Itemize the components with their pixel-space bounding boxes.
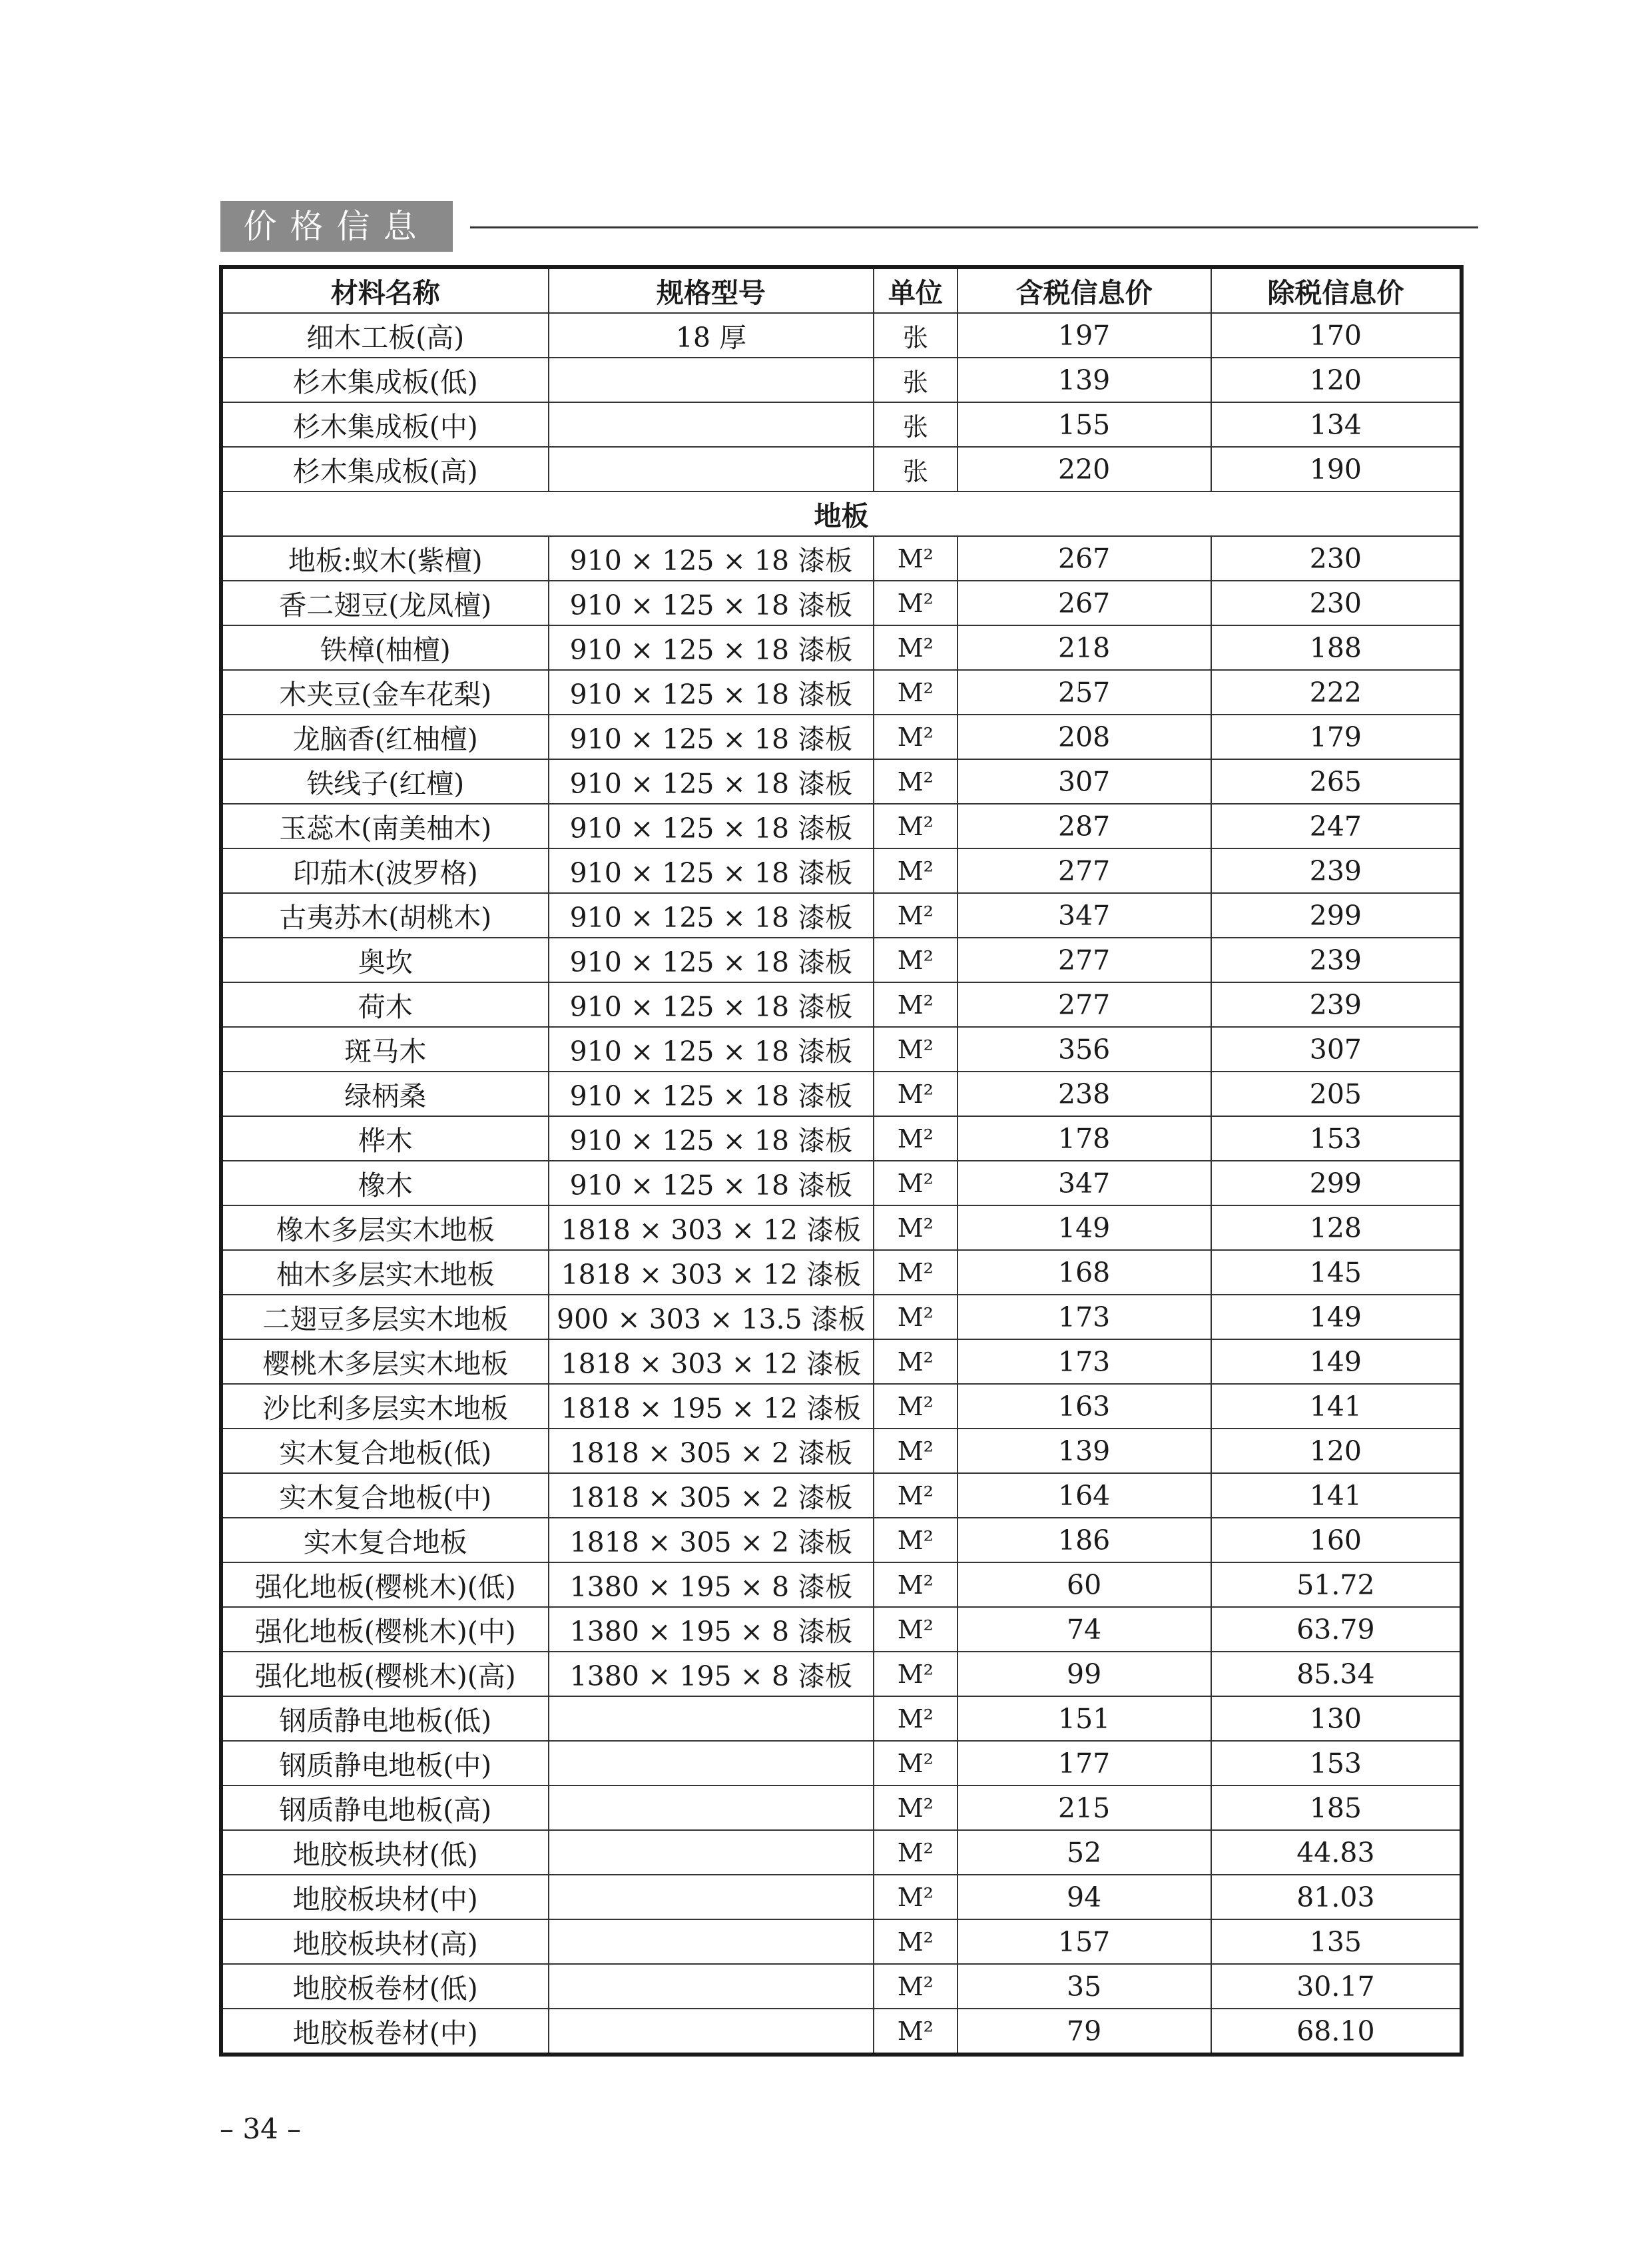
cell-price-notax: 205 [1211, 1072, 1462, 1116]
cell-price-notax: 63.79 [1211, 1607, 1462, 1652]
cell-price-tax: 157 [958, 1919, 1211, 1964]
cell-unit: M² [874, 1964, 957, 2009]
cell-price-tax: 139 [958, 358, 1211, 402]
cell-spec [549, 402, 874, 447]
cell-unit: M² [874, 715, 957, 759]
section-label: 地板 [221, 491, 1462, 536]
cell-price-notax: 130 [1211, 1696, 1462, 1741]
cell-price-tax: 94 [958, 1875, 1211, 1919]
cell-unit: M² [874, 1116, 957, 1161]
table-row [221, 1785, 1462, 1830]
cell-name: 橡木 [221, 1161, 549, 1205]
cell-spec: 900 × 303 × 13.5 漆板 [549, 1295, 874, 1339]
cell-unit: M² [874, 1473, 957, 1518]
cell-name: 地胶板卷材(低) [221, 1964, 549, 2009]
cell-name: 钢质静电地板(高) [221, 1785, 549, 1830]
cell-price-notax: 190 [1211, 447, 1462, 491]
cell-price-notax: 160 [1211, 1518, 1462, 1562]
cell-unit: M² [874, 1339, 957, 1384]
cell-price-tax: 168 [958, 1250, 1211, 1295]
cell-price-tax: 287 [958, 804, 1211, 848]
price-table [219, 265, 1464, 2057]
table-row [221, 313, 1462, 358]
table-row [221, 1875, 1462, 1919]
cell-price-tax: 35 [958, 1964, 1211, 2009]
cell-price-notax: 153 [1211, 1741, 1462, 1785]
cell-price-tax: 277 [958, 982, 1211, 1027]
cell-price-notax: 188 [1211, 625, 1462, 670]
cell-price-notax: 222 [1211, 670, 1462, 715]
cell-price-tax: 347 [958, 893, 1211, 938]
table-row [221, 581, 1462, 625]
cell-name: 强化地板(樱桃木)(低) [221, 1562, 549, 1607]
cell-price-notax: 68.10 [1211, 2009, 1462, 2055]
cell-name: 地板:蚁木(紫檀) [221, 536, 549, 581]
cell-unit: M² [874, 1027, 957, 1072]
cell-name: 实木复合地板(中) [221, 1473, 549, 1518]
cell-price-notax: 247 [1211, 804, 1462, 848]
column-header-spec: 规格型号 [549, 267, 874, 313]
cell-name: 柚木多层实木地板 [221, 1250, 549, 1295]
cell-price-notax: 299 [1211, 893, 1462, 938]
table-row [221, 1473, 1462, 1518]
cell-unit: M² [874, 982, 957, 1027]
cell-spec: 910 × 125 × 18 漆板 [549, 581, 874, 625]
cell-price-notax: 120 [1211, 358, 1462, 402]
table-row [221, 1607, 1462, 1652]
cell-name: 龙脑香(红柚檀) [221, 715, 549, 759]
cell-price-tax: 155 [958, 402, 1211, 447]
cell-unit: M² [874, 1072, 957, 1116]
section-row [221, 491, 1462, 536]
cell-name: 玉蕊木(南美柚木) [221, 804, 549, 848]
table-row [221, 893, 1462, 938]
cell-spec: 910 × 125 × 18 漆板 [549, 1072, 874, 1116]
cell-unit: 张 [874, 358, 957, 402]
cell-spec [549, 1741, 874, 1785]
price-table-container [219, 265, 1464, 2057]
cell-price-tax: 99 [958, 1652, 1211, 1696]
cell-name: 绿柄桑 [221, 1072, 549, 1116]
cell-unit: M² [874, 1295, 957, 1339]
table-row [221, 447, 1462, 491]
cell-spec: 1818 × 305 × 2 漆板 [549, 1429, 874, 1473]
cell-name: 杉木集成板(低) [221, 358, 549, 402]
cell-price-notax: 30.17 [1211, 1964, 1462, 2009]
cell-price-notax: 230 [1211, 536, 1462, 581]
section-header [220, 201, 1478, 252]
table-row [221, 804, 1462, 848]
section-title: 价格信息 [220, 201, 453, 252]
cell-unit: M² [874, 1250, 957, 1295]
column-header-unit: 单位 [874, 267, 957, 313]
cell-price-tax: 178 [958, 1116, 1211, 1161]
cell-price-tax: 277 [958, 938, 1211, 982]
table-body-top [221, 313, 1462, 491]
cell-name: 二翅豆多层实木地板 [221, 1295, 549, 1339]
table-body-floor [221, 536, 1462, 2055]
cell-name: 钢质静电地板(中) [221, 1741, 549, 1785]
cell-price-notax: 51.72 [1211, 1562, 1462, 1607]
cell-spec: 1818 × 305 × 2 漆板 [549, 1473, 874, 1518]
table-row [221, 625, 1462, 670]
cell-price-tax: 267 [958, 581, 1211, 625]
cell-price-tax: 277 [958, 848, 1211, 893]
cell-price-tax: 177 [958, 1741, 1211, 1785]
cell-spec: 1380 × 195 × 8 漆板 [549, 1652, 874, 1696]
cell-price-tax: 238 [958, 1072, 1211, 1116]
table-row [221, 536, 1462, 581]
cell-spec: 910 × 125 × 18 漆板 [549, 982, 874, 1027]
table-row [221, 1250, 1462, 1295]
cell-price-notax: 134 [1211, 402, 1462, 447]
cell-name: 细木工板(高) [221, 313, 549, 358]
cell-price-tax: 164 [958, 1473, 1211, 1518]
cell-price-notax: 149 [1211, 1295, 1462, 1339]
cell-price-tax: 151 [958, 1696, 1211, 1741]
cell-unit: M² [874, 1830, 957, 1875]
cell-price-tax: 139 [958, 1429, 1211, 1473]
cell-price-notax: 85.34 [1211, 1652, 1462, 1696]
cell-spec: 910 × 125 × 18 漆板 [549, 536, 874, 581]
cell-price-notax: 170 [1211, 313, 1462, 358]
table-row [221, 982, 1462, 1027]
cell-name: 钢质静电地板(低) [221, 1696, 549, 1741]
cell-name: 地胶板卷材(中) [221, 2009, 549, 2055]
cell-spec: 1818 × 303 × 12 漆板 [549, 1339, 874, 1384]
cell-unit: 张 [874, 402, 957, 447]
cell-spec [549, 1785, 874, 1830]
cell-spec [549, 1919, 874, 1964]
cell-price-notax: 141 [1211, 1473, 1462, 1518]
cell-price-notax: 179 [1211, 715, 1462, 759]
cell-spec [549, 1875, 874, 1919]
cell-price-notax: 145 [1211, 1250, 1462, 1295]
cell-name: 地胶板块材(低) [221, 1830, 549, 1875]
cell-price-tax: 186 [958, 1518, 1211, 1562]
cell-spec: 18 厚 [549, 313, 874, 358]
cell-price-notax: 128 [1211, 1205, 1462, 1250]
cell-spec: 1818 × 305 × 2 漆板 [549, 1518, 874, 1562]
cell-price-notax: 307 [1211, 1027, 1462, 1072]
table-row [221, 1562, 1462, 1607]
table-row [221, 759, 1462, 804]
cell-name: 樱桃木多层实木地板 [221, 1339, 549, 1384]
cell-unit: M² [874, 2009, 957, 2055]
cell-unit: M² [874, 938, 957, 982]
table-row [221, 670, 1462, 715]
cell-name: 铁樟(柚檀) [221, 625, 549, 670]
cell-price-notax: 239 [1211, 938, 1462, 982]
cell-name: 木夹豆(金车花梨) [221, 670, 549, 715]
cell-unit: M² [874, 581, 957, 625]
cell-spec: 910 × 125 × 18 漆板 [549, 893, 874, 938]
cell-price-tax: 197 [958, 313, 1211, 358]
cell-name: 地胶板块材(高) [221, 1919, 549, 1964]
table-row [221, 1072, 1462, 1116]
cell-name: 强化地板(樱桃木)(高) [221, 1652, 549, 1696]
table-row [221, 848, 1462, 893]
cell-price-notax: 135 [1211, 1919, 1462, 1964]
cell-spec: 910 × 125 × 18 漆板 [549, 1116, 874, 1161]
table-row [221, 1027, 1462, 1072]
cell-unit: 张 [874, 447, 957, 491]
cell-spec: 910 × 125 × 18 漆板 [549, 670, 874, 715]
cell-spec: 1380 × 195 × 8 漆板 [549, 1562, 874, 1607]
cell-price-tax: 215 [958, 1785, 1211, 1830]
cell-spec: 1818 × 195 × 12 漆板 [549, 1384, 874, 1429]
cell-name: 奥坎 [221, 938, 549, 982]
table-row [221, 1830, 1462, 1875]
cell-unit: M² [874, 1562, 957, 1607]
cell-price-notax: 81.03 [1211, 1875, 1462, 1919]
cell-spec [549, 1830, 874, 1875]
cell-unit: M² [874, 893, 957, 938]
cell-unit: M² [874, 1875, 957, 1919]
cell-unit: M² [874, 1785, 957, 1830]
cell-price-notax: 141 [1211, 1384, 1462, 1429]
cell-name: 杉木集成板(高) [221, 447, 549, 491]
cell-name: 印茄木(波罗格) [221, 848, 549, 893]
table-row [221, 1205, 1462, 1250]
cell-price-tax: 208 [958, 715, 1211, 759]
cell-price-tax: 257 [958, 670, 1211, 715]
cell-spec: 910 × 125 × 18 漆板 [549, 938, 874, 982]
cell-spec [549, 447, 874, 491]
column-header-price-notax: 除税信息价 [1211, 267, 1462, 313]
cell-unit: M² [874, 1205, 957, 1250]
cell-price-notax: 185 [1211, 1785, 1462, 1830]
cell-name: 实木复合地板 [221, 1518, 549, 1562]
cell-name: 强化地板(樱桃木)(中) [221, 1607, 549, 1652]
table-row [221, 938, 1462, 982]
cell-spec: 910 × 125 × 18 漆板 [549, 804, 874, 848]
cell-unit: M² [874, 1161, 957, 1205]
cell-unit: M² [874, 1429, 957, 1473]
cell-unit: M² [874, 1384, 957, 1429]
cell-price-tax: 149 [958, 1205, 1211, 1250]
table-header-row [221, 267, 1462, 313]
cell-spec: 910 × 125 × 18 漆板 [549, 759, 874, 804]
table-row [221, 1741, 1462, 1785]
cell-price-notax: 299 [1211, 1161, 1462, 1205]
table-row [221, 2009, 1462, 2055]
cell-price-tax: 60 [958, 1562, 1211, 1607]
cell-name: 沙比利多层实木地板 [221, 1384, 549, 1429]
cell-spec: 910 × 125 × 18 漆板 [549, 848, 874, 893]
table-row [221, 358, 1462, 402]
table-row [221, 1384, 1462, 1429]
cell-unit: M² [874, 625, 957, 670]
cell-name: 荷木 [221, 982, 549, 1027]
cell-price-tax: 79 [958, 2009, 1211, 2055]
cell-price-notax: 230 [1211, 581, 1462, 625]
cell-name: 橡木多层实木地板 [221, 1205, 549, 1250]
cell-spec [549, 1696, 874, 1741]
cell-price-tax: 220 [958, 447, 1211, 491]
cell-name: 铁线子(红檀) [221, 759, 549, 804]
cell-unit: M² [874, 1518, 957, 1562]
table-row [221, 402, 1462, 447]
cell-spec: 1380 × 195 × 8 漆板 [549, 1607, 874, 1652]
table-row [221, 715, 1462, 759]
cell-price-notax: 120 [1211, 1429, 1462, 1473]
table-row [221, 1964, 1462, 2009]
cell-price-tax: 307 [958, 759, 1211, 804]
cell-unit: 张 [874, 313, 957, 358]
cell-price-tax: 52 [958, 1830, 1211, 1875]
cell-name: 古夷苏木(胡桃木) [221, 893, 549, 938]
cell-spec: 1818 × 303 × 12 漆板 [549, 1250, 874, 1295]
cell-spec [549, 358, 874, 402]
table-section [221, 491, 1462, 536]
cell-spec: 910 × 125 × 18 漆板 [549, 715, 874, 759]
table-row [221, 1161, 1462, 1205]
cell-unit: M² [874, 848, 957, 893]
cell-price-tax: 173 [958, 1339, 1211, 1384]
cell-unit: M² [874, 536, 957, 581]
table-row [221, 1518, 1462, 1562]
table-row [221, 1339, 1462, 1384]
cell-unit: M² [874, 1741, 957, 1785]
cell-price-tax: 267 [958, 536, 1211, 581]
column-header-name: 材料名称 [221, 267, 549, 313]
cell-name: 杉木集成板(中) [221, 402, 549, 447]
cell-spec: 910 × 125 × 18 漆板 [549, 1027, 874, 1072]
table-row [221, 1429, 1462, 1473]
table-row [221, 1652, 1462, 1696]
cell-price-notax: 239 [1211, 848, 1462, 893]
cell-name: 斑马木 [221, 1027, 549, 1072]
table-row [221, 1295, 1462, 1339]
cell-price-notax: 153 [1211, 1116, 1462, 1161]
cell-unit: M² [874, 670, 957, 715]
cell-spec: 910 × 125 × 18 漆板 [549, 1161, 874, 1205]
table-row [221, 1696, 1462, 1741]
cell-unit: M² [874, 1607, 957, 1652]
cell-price-notax: 239 [1211, 982, 1462, 1027]
cell-price-tax: 347 [958, 1161, 1211, 1205]
cell-price-notax: 44.83 [1211, 1830, 1462, 1875]
page-number: – 34 – [220, 2112, 302, 2145]
cell-price-notax: 149 [1211, 1339, 1462, 1384]
cell-unit: M² [874, 1919, 957, 1964]
cell-price-tax: 173 [958, 1295, 1211, 1339]
cell-unit: M² [874, 759, 957, 804]
cell-unit: M² [874, 804, 957, 848]
cell-spec: 1818 × 303 × 12 漆板 [549, 1205, 874, 1250]
cell-name: 实木复合地板(低) [221, 1429, 549, 1473]
table-row [221, 1116, 1462, 1161]
cell-unit: M² [874, 1696, 957, 1741]
cell-unit: M² [874, 1652, 957, 1696]
header-divider [470, 226, 1478, 228]
cell-price-tax: 218 [958, 625, 1211, 670]
cell-name: 香二翅豆(龙凤檀) [221, 581, 549, 625]
column-header-price-tax: 含税信息价 [958, 267, 1211, 313]
cell-spec: 910 × 125 × 18 漆板 [549, 625, 874, 670]
cell-spec [549, 1964, 874, 2009]
cell-price-notax: 265 [1211, 759, 1462, 804]
cell-name: 桦木 [221, 1116, 549, 1161]
cell-price-tax: 356 [958, 1027, 1211, 1072]
cell-spec [549, 2009, 874, 2055]
cell-price-tax: 74 [958, 1607, 1211, 1652]
cell-name: 地胶板块材(中) [221, 1875, 549, 1919]
cell-price-tax: 163 [958, 1384, 1211, 1429]
table-row [221, 1919, 1462, 1964]
